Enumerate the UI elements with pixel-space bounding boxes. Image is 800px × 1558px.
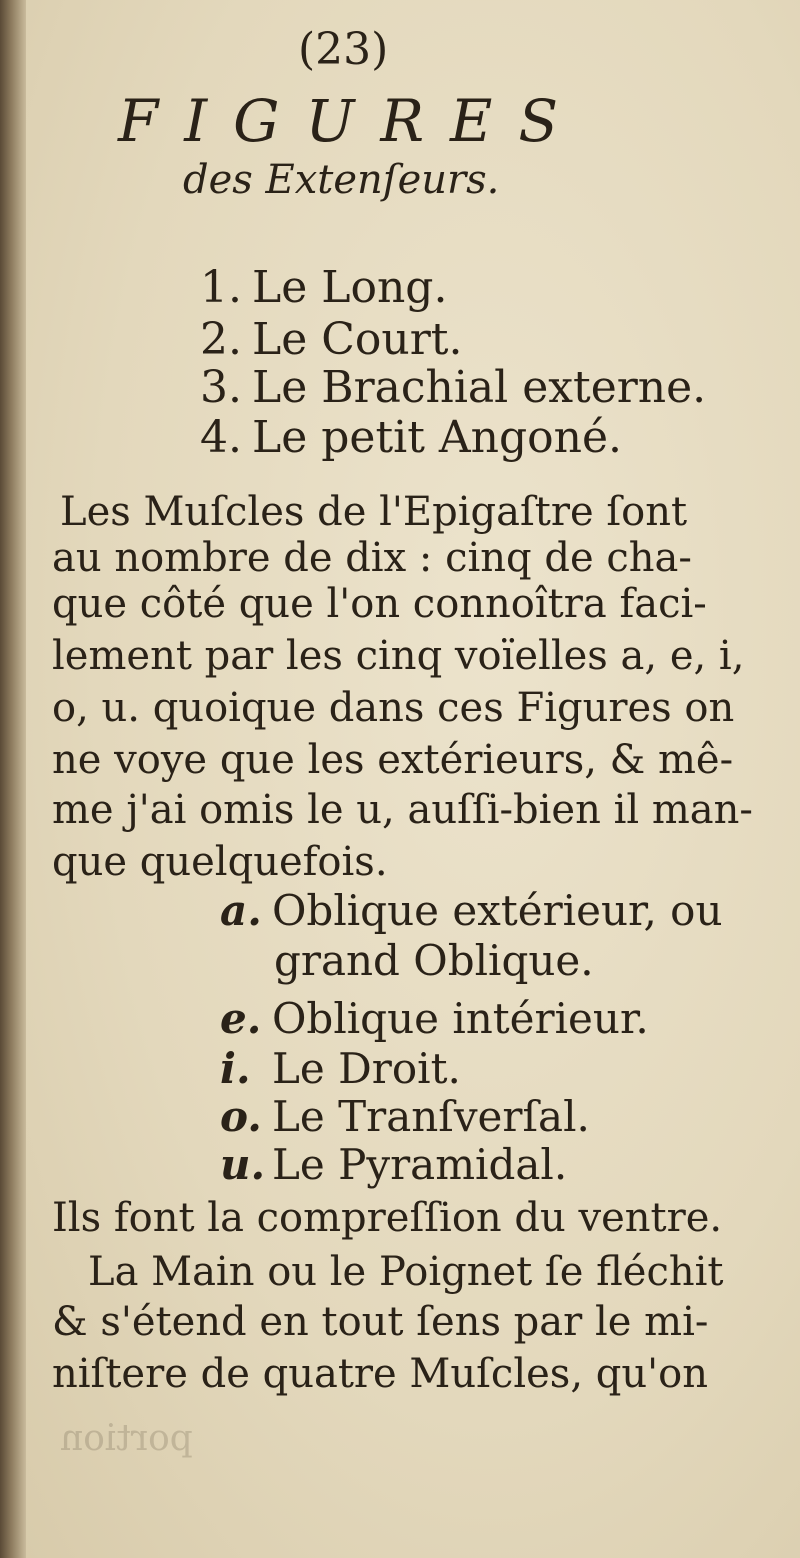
paragraph-line: & s'étend en tout ſens par le mi- [52, 1299, 709, 1345]
item-number: 2. [200, 314, 242, 365]
paragraph-line: o, u. quoique dans ces Figures on [52, 685, 735, 731]
item-text: Le Brachial externe. [252, 362, 707, 413]
item-text: Oblique extérieur, ou [272, 886, 723, 935]
extensor-item [200, 362, 707, 413]
bleed-through-text: portion [60, 1418, 193, 1459]
paragraph-line: ne voye que les extérieurs, & mê- [52, 737, 734, 783]
paragraph-line: au nombre de dix : cinq de cha- [52, 535, 692, 581]
paragraph-line: Ils font la compreſſion du ventre. [52, 1195, 723, 1241]
paragraph-line: lement par les cinq voïelles a, e, i, [52, 633, 745, 679]
item-letter: i. [220, 1044, 251, 1093]
muscle-item [220, 1092, 590, 1141]
item-text: Le petit Angoné. [252, 412, 623, 463]
muscle-item [220, 1140, 568, 1189]
paragraph-line: Les Muſcles de l'Epigaſtre ſont [60, 489, 688, 535]
item-letter: a. [220, 886, 262, 935]
item-text: Le Tranſverſal. [272, 1092, 590, 1141]
item-text: Le Droit. [272, 1044, 461, 1093]
item-number: 3. [200, 362, 242, 413]
item-letter: u. [220, 1140, 266, 1189]
item-text: Le Court. [252, 314, 463, 365]
page-number: (23) [298, 24, 389, 75]
item-number: 4. [200, 412, 242, 463]
item-letter: e. [220, 994, 262, 1043]
item-text: Le Pyramidal. [272, 1140, 568, 1189]
paragraph-line: La Main ou le Poignet ſe fléchit [88, 1249, 724, 1295]
extensor-item [200, 314, 463, 365]
paragraph-line: que côté que l'on connoîtra faci- [52, 581, 707, 627]
paragraph-line: niſtere de quatre Muſcles, qu'on [52, 1351, 708, 1397]
book-gutter [0, 0, 26, 1558]
paragraph-line: me j'ai omis le u, auſſi-bien il man- [52, 787, 753, 833]
muscle-item-continuation: grand Oblique. [274, 936, 594, 985]
extensor-item [200, 262, 448, 313]
item-number: 1. [200, 262, 242, 313]
page-title: FIGURES [118, 87, 585, 155]
item-text: Le Long. [252, 262, 448, 313]
item-text: Oblique intérieur. [272, 994, 649, 1043]
item-letter: o. [220, 1092, 262, 1141]
muscle-item [220, 886, 723, 935]
page-subtitle: des Extenſeurs. [183, 157, 500, 203]
extensor-item [200, 412, 623, 463]
muscle-item [220, 994, 649, 1043]
paragraph-line: que quelquefois. [52, 839, 388, 885]
muscle-item [220, 1044, 461, 1093]
